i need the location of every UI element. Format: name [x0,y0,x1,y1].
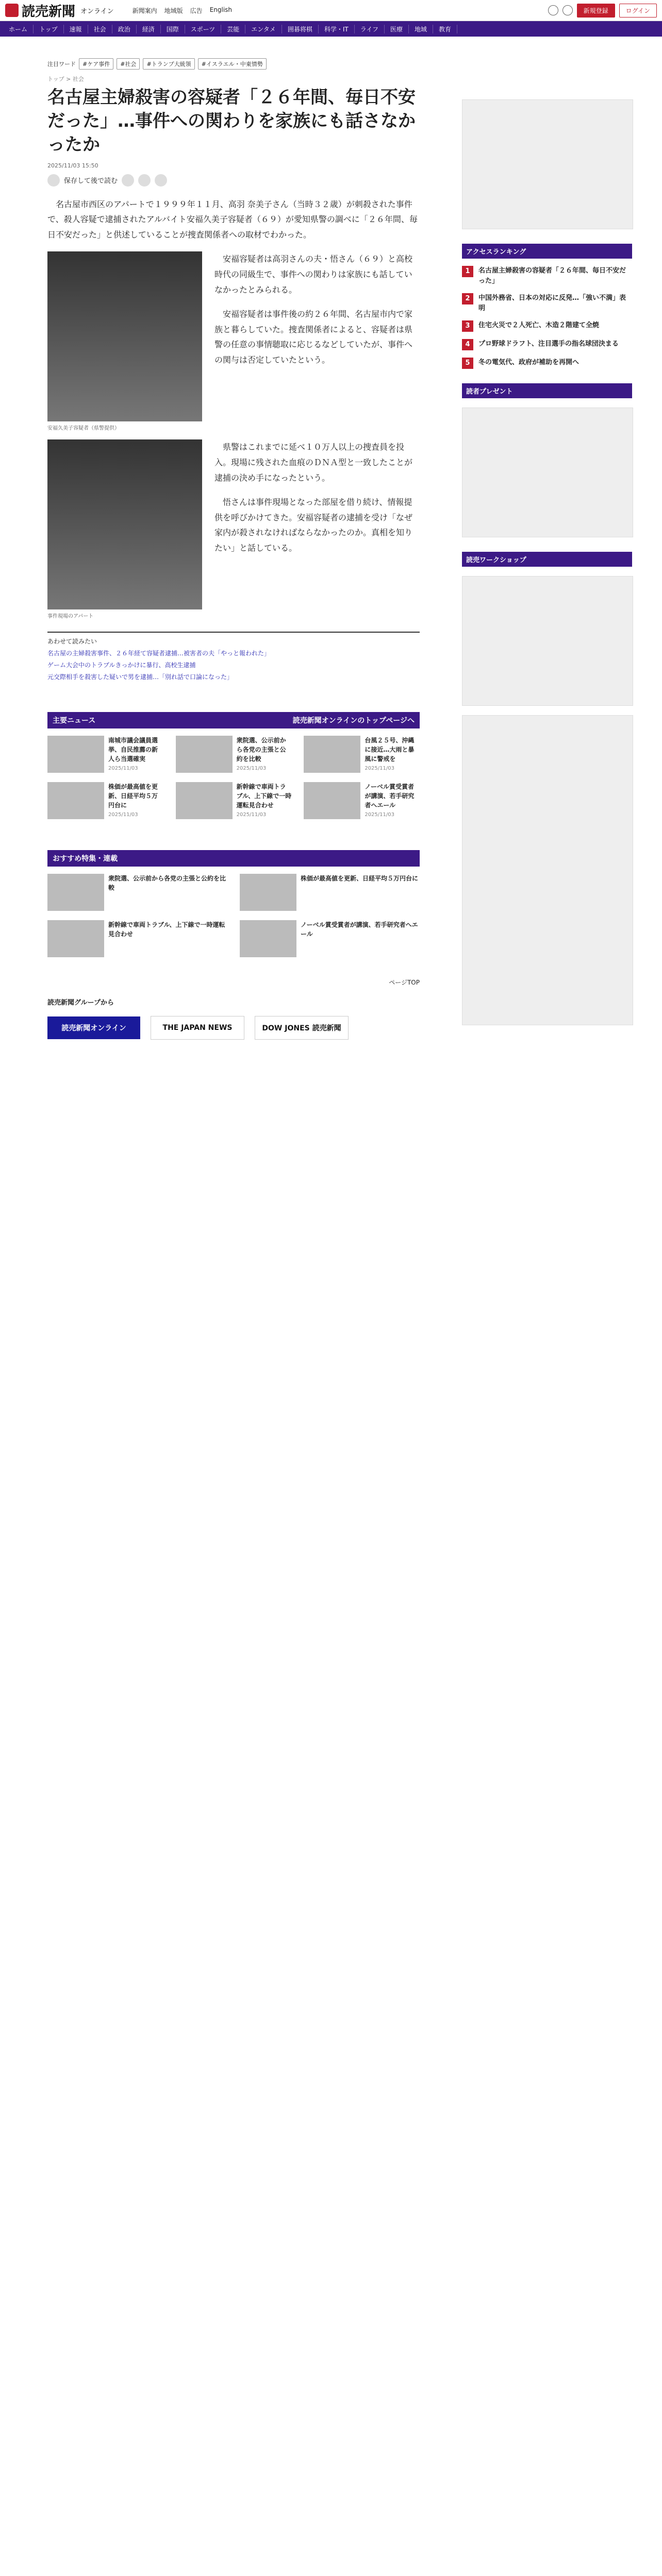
ad-banner[interactable] [462,99,633,229]
news-card[interactable] [47,736,163,773]
section-title: おすすめ特集・連載 [53,855,118,863]
logo-mark-icon [5,4,19,17]
news-thumb [304,736,360,773]
section-title: 主要ニュース [53,717,96,725]
ad-banner-tall[interactable] [462,715,633,1025]
news-date: 2025/11/03 [108,812,138,818]
top-link[interactable]: 新聞案内 [132,7,157,14]
article-paragraph: 悟さんは事件現場となった部屋を借り続け、情報提供を呼びかけてきた。安福容疑者の逮捕を受け「なぜ家内が殺されなければならなかったのか。真相を知りたい」と話している。 [214,497,413,553]
rank-number: 3 [462,320,473,332]
ranking-header: アクセスランキング [462,244,632,259]
nav-item[interactable]: 教育 [433,25,457,33]
page-body [0,37,662,1049]
present-header: 読者プレゼント [462,383,632,398]
partner-row [47,1007,420,1049]
recommend-title: 株価が最高値を更新、日経平均５万円台に [301,875,419,883]
nav-item[interactable]: 社会 [88,25,112,33]
nav-item[interactable]: エンタメ [245,25,282,33]
recommend-title: ノーベル賞受賞者が講演、若手研究者へエール [301,921,418,938]
facebook-icon[interactable] [138,174,151,187]
login-button[interactable]: ログイン [619,4,657,18]
recommend-section [47,850,420,957]
twitter-icon[interactable] [122,174,134,187]
rank-title: 中国外務省、日本の対応に反発…「強い不満」表明 [478,294,626,312]
top-link[interactable]: 地域版 [164,7,183,14]
top-link[interactable]: 広告 [190,7,203,14]
article-paragraph: 県警はこれまでに延べ１０万人以上の捜査員を投入。現場に残された血痕のＤＮＡ型と一致したことが逮捕の決め手になったという。 [214,442,413,483]
news-title: 新幹線で車両トラブル、上下線で一時運転見合わせ [236,783,292,809]
rank-number: 2 [462,293,473,304]
related-label: あわせて読みたい [47,638,97,646]
breadcrumb[interactable]: トップ > 社会 [47,76,84,82]
partners-title: 読売新聞グループから [47,999,114,1007]
rank-title: 住宅火災で２人死亡、木造２階建て全焼 [478,321,600,329]
photo-caption: 事件現場のアパート [47,614,94,620]
recommend-card[interactable] [240,920,420,957]
partner-logo[interactable]: THE JAPAN NEWS [151,1016,244,1040]
article-figure [47,251,202,431]
ranking-item[interactable] [462,320,632,332]
section-header [47,712,420,728]
nav-item[interactable]: ライフ [355,25,385,33]
present-banner[interactable] [462,408,633,537]
recommend-thumb [47,920,104,957]
scene-photo[interactable] [47,439,202,609]
nav-item[interactable]: トップ [34,25,64,33]
article-title: 名古屋主婦殺害の容疑者「２６年間、毎日不安だった」…事件への関わりを家族にも話さなかったか [47,87,416,155]
ranking-item[interactable] [462,339,632,350]
nav-item[interactable]: 国際 [161,25,185,33]
partner-logo[interactable]: 読売新聞オンライン [47,1016,140,1039]
top-links [133,6,232,15]
article-paragraph: 安福容疑者は高羽さんの夫・悟さん（６９）と高校時代の同級生で、事件への関わりは家族にも話していなかったとみられる。 [214,254,413,295]
main-news-section [47,712,420,819]
ranking-item[interactable] [462,266,632,286]
recommend-title: 新幹線で車両トラブル、上下線で一時運転見合わせ [108,921,225,938]
nav-item[interactable]: 医療 [385,25,409,33]
rank-title: 名古屋主婦殺害の容疑者「２６年間、毎日不安だった」 [478,267,626,285]
related-link[interactable]: 名古屋の主婦殺害事件、２６年経て容疑者逮捕…被害者の夫「やっと報われた」 [47,650,271,657]
recommend-thumb [47,874,104,911]
news-date: 2025/11/03 [365,812,394,818]
news-thumb [304,782,360,819]
recommend-thumb [240,874,296,911]
recommend-title: 衆院選、公示前から各党の主張と公約を比較 [108,875,226,892]
help-icon[interactable] [562,5,573,15]
nav-item[interactable]: 芸能 [221,25,245,33]
recommend-card[interactable] [240,874,420,911]
news-title: 南城市議会議員選挙、自民推薦の新人ら当選確実 [108,737,158,763]
main-column [47,37,420,1049]
partner-logo[interactable]: DOW JONES 読売新聞 [255,1016,349,1040]
photo-caption: 安福久美子容疑者（県警提供） [47,426,120,432]
tag[interactable]: #イスラエル・中東情勢 [198,58,267,70]
section-more-link[interactable]: 読売新聞オンラインのトップページへ [292,717,415,725]
tag[interactable]: #トランプ大統領 [143,58,194,70]
rank-title: プロ野球ドラフト、注目選手の指名球団決まる [478,340,619,348]
recommend-grid [47,874,420,957]
tag[interactable]: #社会 [117,58,140,70]
global-nav [0,21,662,37]
news-title: 台風２５号、沖縄に接近…大雨と暴風に警戒を [365,737,415,763]
related-link[interactable]: 元交際相手を殺害した疑いで男を逮捕…「別れ話で口論になった」 [47,673,234,681]
news-thumb [47,736,104,773]
article-date: 2025/11/03 15:50 [47,162,98,169]
pagetop-link[interactable]: ページTOP [389,979,420,987]
news-card[interactable] [176,782,292,819]
news-title: ノーベル賞受賞者が講演、若手研究者へエール [365,783,415,809]
news-grid [47,736,420,819]
news-date: 2025/11/03 [108,766,138,772]
recommend-card[interactable] [47,920,227,957]
save-later-label[interactable]: 保存して後で読む [64,177,118,185]
suspect-photo[interactable] [47,251,202,421]
nav-item[interactable]: 政治 [112,25,137,33]
recommend-thumb [240,920,296,957]
rank-number: 4 [462,339,473,350]
brand-name: 読売新聞 [22,4,76,20]
search-icon[interactable] [548,5,558,15]
nav-item[interactable]: 速報 [64,25,88,33]
news-title: 株価が最高値を更新、日経平均５万円台に [108,783,158,809]
nav-item[interactable]: ホーム [3,25,34,33]
register-button[interactable]: 新規登録 [577,4,615,18]
news-thumb [176,736,233,773]
news-thumb [176,782,233,819]
top-right [548,4,657,18]
section-header [47,850,420,867]
news-date: 2025/11/03 [365,766,394,772]
ranking-item[interactable] [462,293,632,313]
news-card[interactable] [304,736,420,773]
site-logo[interactable] [5,1,114,20]
top-link[interactable]: English [209,6,233,13]
news-title: 衆院選、公示前から各党の主張と公約を比較 [236,737,286,763]
bookmark-icon[interactable] [47,174,60,187]
article-paragraph: 名古屋市西区のアパートで１９９９年１１月、高羽 奈美子さん（当時３２歳）が刺殺された事件で、殺人容疑で逮捕されたアルバイト安福久美子容疑者（６９）が愛知県警の調べに「２６年間、毎日不安だった」と供述していることが捜査関係者への取材でわかった。 [47,199,418,240]
recommend-card[interactable] [47,874,227,911]
event-banner[interactable] [462,576,633,706]
news-date: 2025/11/03 [236,766,267,772]
news-date: 2025/11/03 [236,812,267,818]
rank-title: 冬の電気代、政府が補助を再開へ [478,359,580,366]
news-thumb [47,782,104,819]
related-link[interactable]: ゲーム大会中のトラブルきっかけに暴行、高校生逮捕 [47,662,196,669]
rank-number: 5 [462,358,473,369]
line-icon[interactable] [155,174,167,187]
news-card[interactable] [304,782,420,819]
footer-section [47,978,420,1049]
brand-sub: オンライン [80,7,114,15]
tag[interactable]: #ケア事件 [79,58,113,70]
news-card[interactable] [47,782,163,819]
event-header: 読売ワークショップ [462,552,632,567]
rank-number: 1 [462,266,473,277]
tags-row [47,58,420,70]
article-figure [47,439,202,619]
related-box [47,632,420,681]
nav-item[interactable]: 囲碁将棋 [282,25,319,33]
nav-item[interactable]: スポーツ [185,25,222,33]
nav-item[interactable]: 地域 [409,25,433,33]
article-paragraph: 安福容疑者は事件後の約２６年間、名古屋市内で家族と暮らしていた。捜査関係者によると、容疑者は県警の任意の事情聴取に応じるなどしていたが、事件への関与は否定していたという。 [214,309,413,365]
ranking-item[interactable] [462,358,632,369]
tags-label: 注目ワード [47,61,76,67]
top-bar [0,0,662,21]
nav-item[interactable]: 経済 [137,25,161,33]
nav-item[interactable]: 科学・IT [319,25,355,33]
side-column [462,37,632,1049]
news-card[interactable] [176,736,292,773]
share-row [47,174,420,187]
